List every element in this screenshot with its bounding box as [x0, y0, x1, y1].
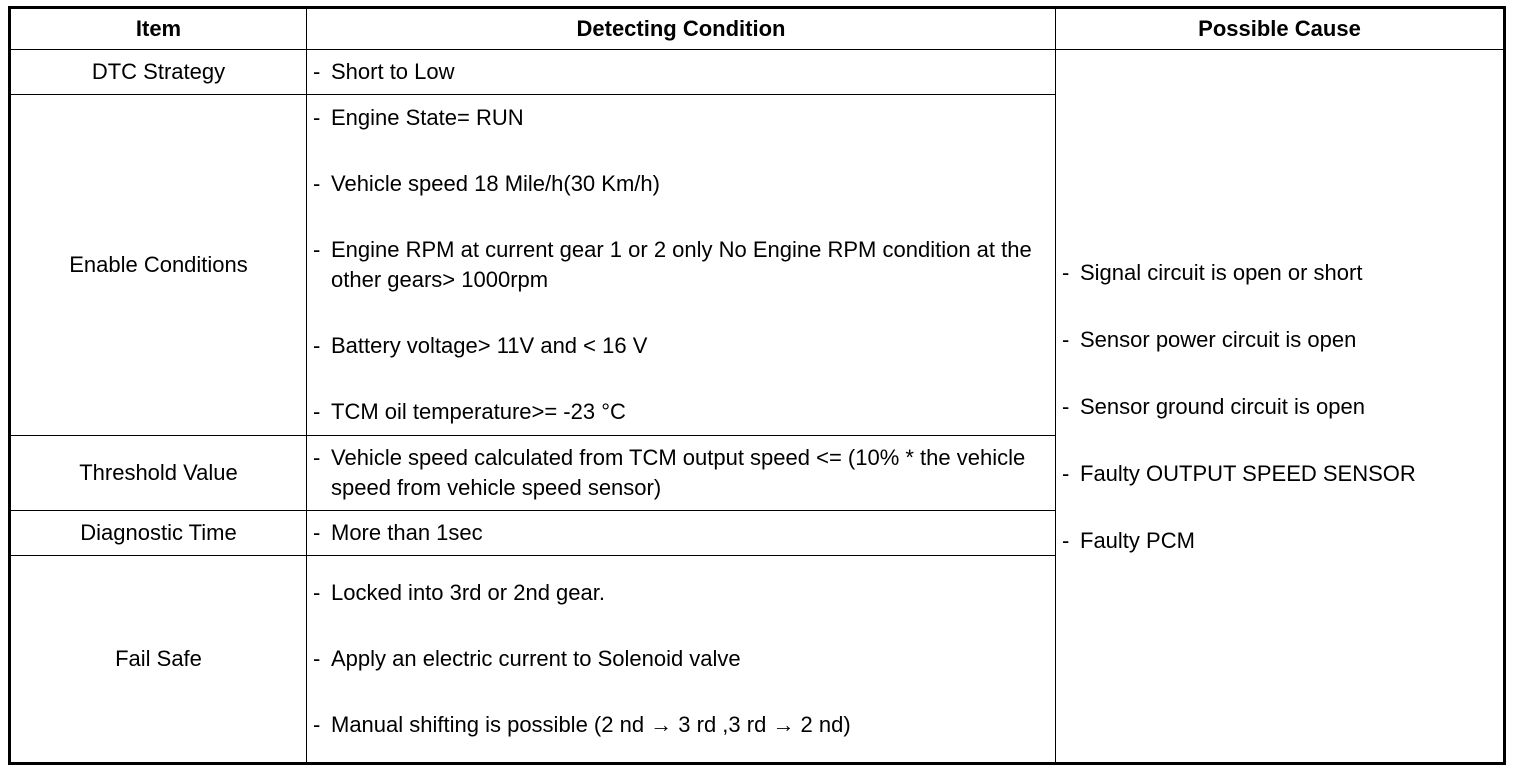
condition-line — [307, 443, 1055, 503]
bullet-dash: - — [1062, 260, 1070, 285]
condition-text: Vehicle speed calculated from TCM output speed <= (10% * the vehicle speed from vehicle speed sensor) — [331, 445, 1026, 500]
table-row — [10, 50, 1505, 95]
bullet-dash: - — [313, 580, 321, 605]
cause-text: Faulty PCM — [1080, 528, 1195, 553]
condition-line — [307, 235, 1055, 295]
condition-text: Manual shifting is possible (2 nd → 3 rd ,3 rd → 2 nd) — [331, 712, 851, 737]
condition-text: More than 1sec — [331, 520, 483, 545]
condition-line — [307, 518, 1055, 548]
dtc-table — [8, 6, 1506, 765]
bullet-dash: - — [1062, 327, 1070, 352]
condition-text: Battery voltage> 11V and < 16 V — [331, 333, 648, 358]
condition-line — [307, 57, 1055, 87]
condition-line — [307, 644, 1055, 674]
condition-cell — [307, 95, 1056, 436]
cause-line — [1056, 526, 1503, 556]
cause-text: Sensor ground circuit is open — [1080, 394, 1365, 419]
item-cell: Diagnostic Time — [10, 511, 307, 556]
condition-line — [307, 169, 1055, 199]
bullet-dash: - — [313, 171, 321, 196]
bullet-dash: - — [1062, 461, 1070, 486]
bullet-dash: - — [313, 712, 321, 737]
condition-text: Apply an electric current to Solenoid valve — [331, 646, 741, 671]
cause-line — [1056, 325, 1503, 355]
condition-cell — [307, 50, 1056, 95]
possible-cause-cell — [1056, 50, 1505, 764]
condition-line — [307, 331, 1055, 361]
cause-text: Signal circuit is open or short — [1080, 260, 1363, 285]
cause-line — [1056, 258, 1503, 288]
item-cell: DTC Strategy — [10, 50, 307, 95]
item-cell: Threshold Value — [10, 436, 307, 511]
cause-text: Faulty OUTPUT SPEED SENSOR — [1080, 461, 1416, 486]
bullet-dash: - — [313, 333, 321, 358]
condition-text: TCM oil temperature>= -23 °C — [331, 399, 626, 424]
condition-cell — [307, 436, 1056, 511]
condition-line — [307, 103, 1055, 133]
bullet-dash: - — [313, 237, 321, 262]
table-header-row — [10, 8, 1505, 50]
condition-text: Vehicle speed 18 Mile/h(30 Km/h) — [331, 171, 660, 196]
item-cell: Enable Conditions — [10, 95, 307, 436]
item-cell: Fail Safe — [10, 556, 307, 764]
condition-line — [307, 710, 1055, 740]
bullet-dash: - — [1062, 394, 1070, 419]
condition-text: Engine State= RUN — [331, 105, 524, 130]
condition-cell — [307, 556, 1056, 764]
bullet-dash: - — [313, 59, 321, 84]
bullet-dash: - — [1062, 528, 1070, 553]
cause-line — [1056, 392, 1503, 422]
condition-line — [307, 397, 1055, 427]
condition-line — [307, 578, 1055, 608]
condition-text: Engine RPM at current gear 1 or 2 only No Engine RPM condition at the other gears> 1000rpm — [331, 237, 1032, 292]
condition-text: Locked into 3rd or 2nd gear. — [331, 580, 605, 605]
bullet-dash: - — [313, 445, 321, 470]
cause-text: Sensor power circuit is open — [1080, 327, 1357, 352]
cause-line — [1056, 459, 1503, 489]
condition-text: Short to Low — [331, 59, 455, 84]
possible-cause-list — [1056, 50, 1503, 556]
header-possible-cause: Possible Cause — [1056, 8, 1505, 50]
header-item: Item — [10, 8, 307, 50]
condition-cell — [307, 511, 1056, 556]
bullet-dash: - — [313, 646, 321, 671]
bullet-dash: - — [313, 520, 321, 545]
bullet-dash: - — [313, 399, 321, 424]
header-detecting-condition: Detecting Condition — [307, 8, 1056, 50]
bullet-dash: - — [313, 105, 321, 130]
